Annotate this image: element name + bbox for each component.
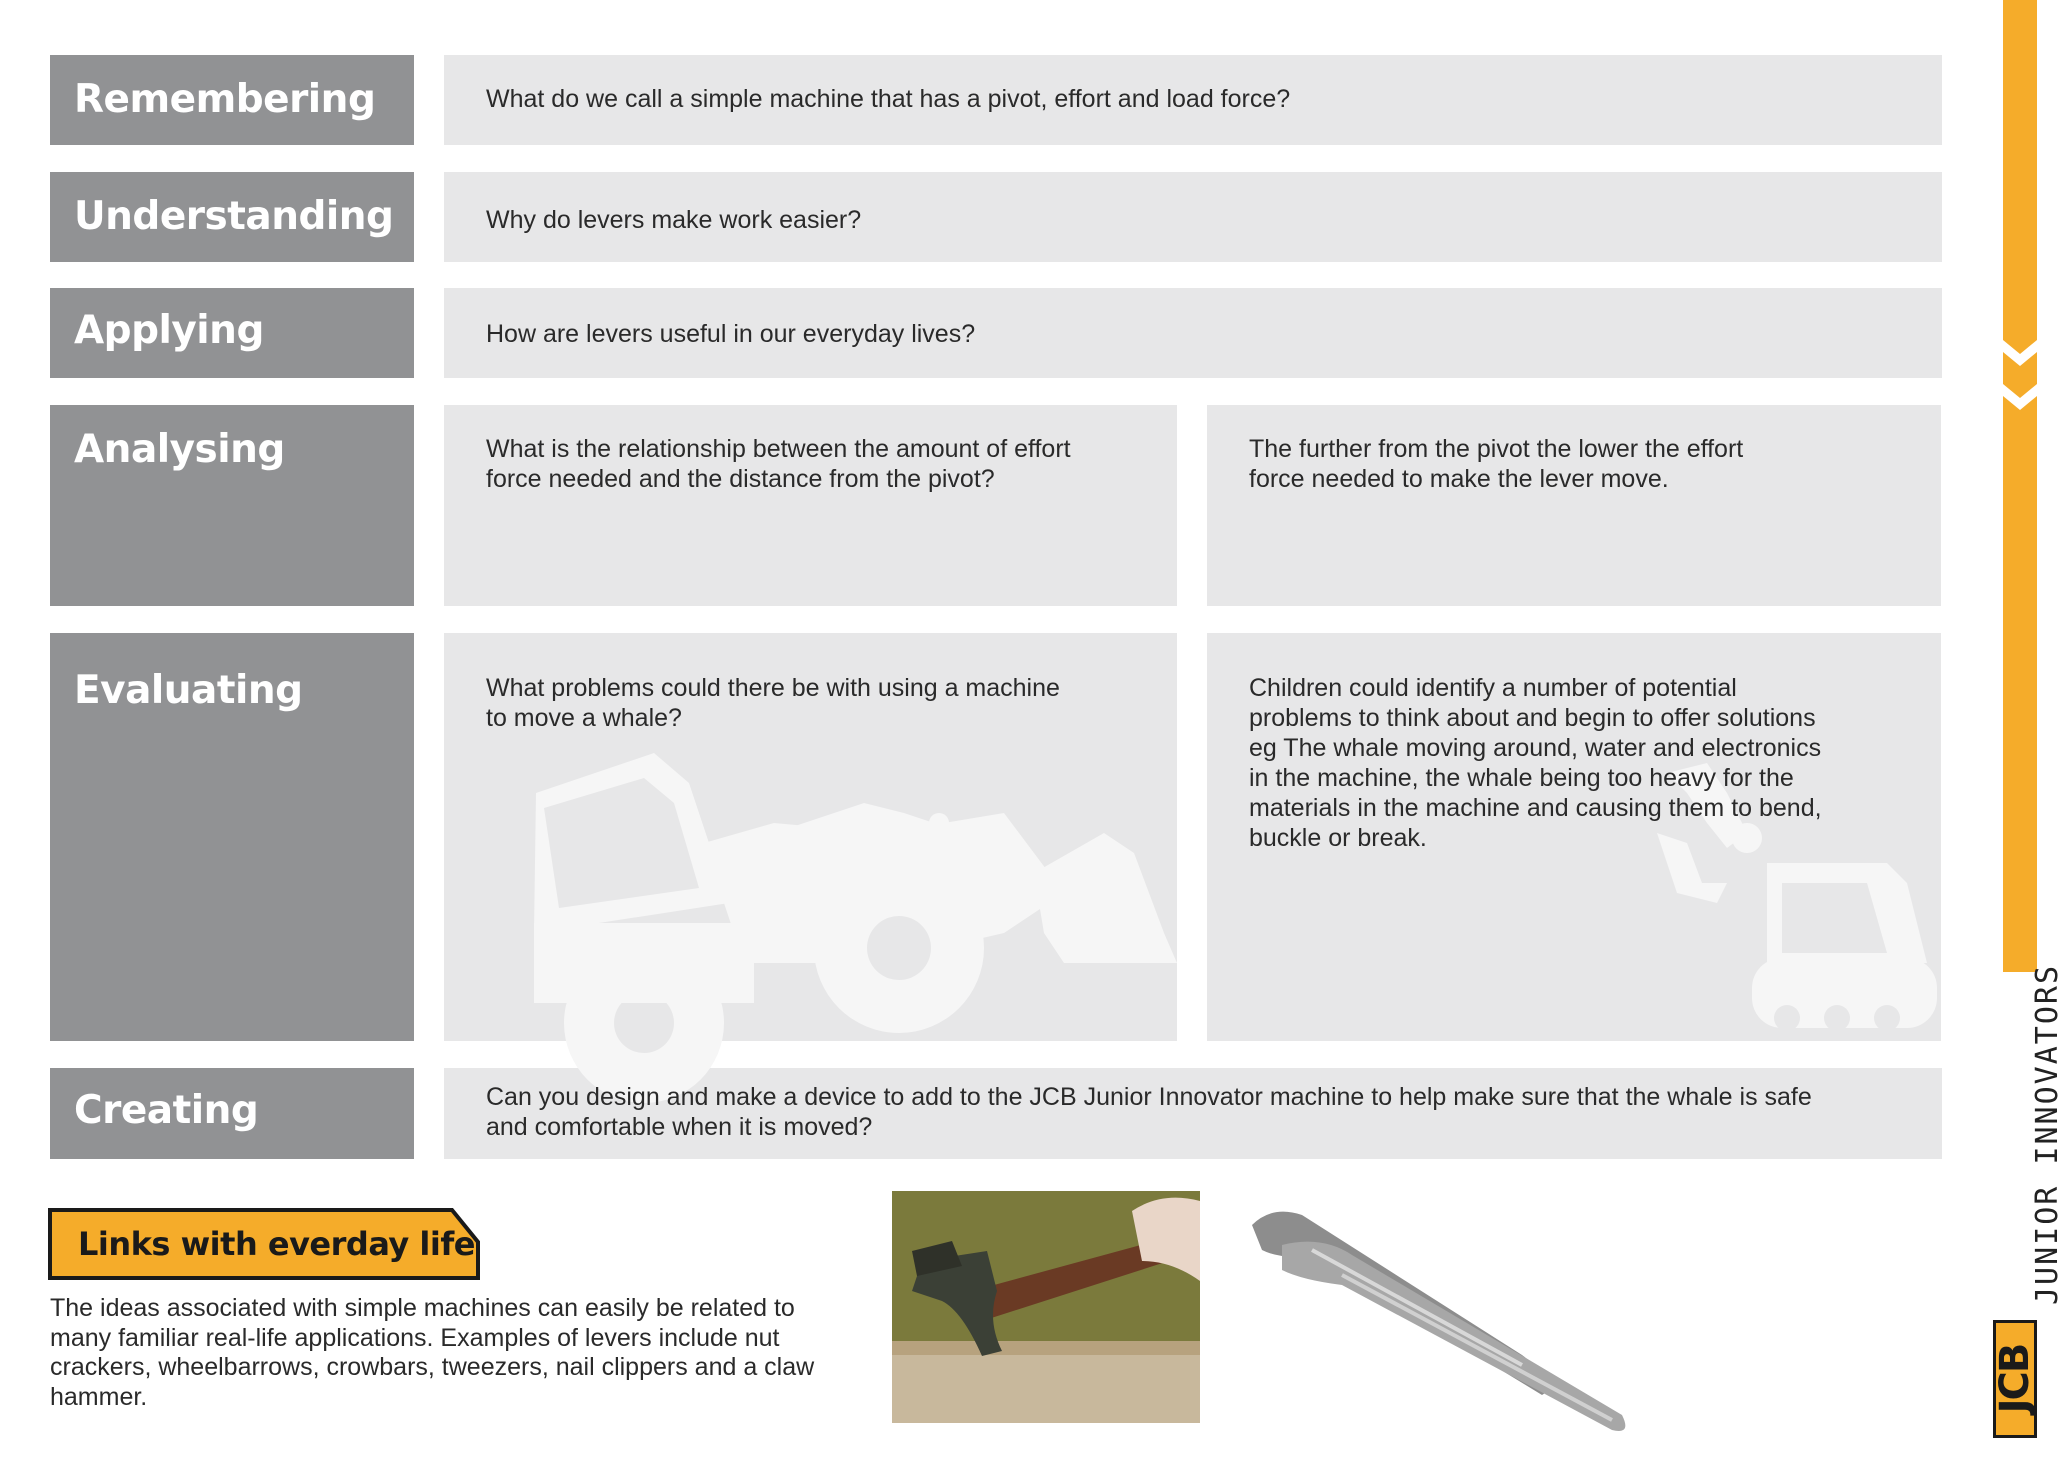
- label-understanding-text: Understanding: [74, 194, 394, 239]
- label-analysing-text: Analysing: [74, 427, 285, 472]
- question-applying: [444, 288, 1942, 378]
- label-remembering: [50, 55, 414, 145]
- question-analysing-text: What is the relationship between the amount of effort force needed and the distance from the pivot?: [486, 435, 1071, 493]
- question-creating-text: Can you design and make a device to add to the JCB Junior Innovator machine to help make sure that the whale is safe and comfortable when it is moved?: [486, 1083, 1812, 1141]
- claw-hammer-photo: [892, 1191, 1200, 1423]
- answer-evaluating: [1207, 633, 1941, 1041]
- jcb-logo-text: JCB: [1992, 1344, 2038, 1414]
- question-evaluating: [444, 633, 1177, 1041]
- answer-analysing-text: The further from the pivot the lower the effort force needed to make the lever move.: [1249, 435, 1744, 493]
- question-evaluating-text: What problems could there be with using a machine to move a whale?: [486, 674, 1060, 732]
- question-analysing: [444, 405, 1177, 606]
- label-evaluating: [50, 633, 414, 1041]
- jcb-logo: [1993, 1320, 2037, 1438]
- question-understanding: [444, 172, 1942, 262]
- sidebar-title: JUNIOR INNOVATORS: [2030, 963, 2065, 1305]
- answer-analysing: [1207, 405, 1941, 606]
- links-banner: [48, 1208, 480, 1280]
- chevron-icon: [2003, 340, 2037, 440]
- links-heading: Links with everday life: [78, 1225, 475, 1263]
- label-evaluating-text: Evaluating: [74, 668, 303, 713]
- label-creating: [50, 1068, 414, 1159]
- sidebar-stripe: [2003, 0, 2037, 972]
- label-understanding: [50, 172, 414, 262]
- question-applying-text: How are levers useful in our everyday lives?: [486, 320, 976, 348]
- label-applying: [50, 288, 414, 378]
- question-remembering: [444, 55, 1942, 145]
- label-creating-text: Creating: [74, 1088, 259, 1133]
- answer-evaluating-text: Children could identify a number of potential problems to think about and begin to offer solutions eg The whale moving around, water and electronics in the machine, the whale being too heavy for the materials in the machine and causing them to bend, buckle or break.: [1249, 674, 1822, 852]
- label-applying-text: Applying: [74, 308, 264, 353]
- nutcracker-photo: [1222, 1175, 1682, 1460]
- label-analysing: [50, 405, 414, 606]
- question-creating: [444, 1068, 1942, 1159]
- links-body: The ideas associated with simple machines can easily be related to many familiar real-life applications. Examples of levers include nut crackers, wheelbarrows, crowbars, tweezers, nail clippers and a claw hammer.: [50, 1294, 815, 1411]
- label-remembering-text: Remembering: [74, 77, 376, 122]
- question-remembering-text: What do we call a simple machine that has a pivot, effort and load force?: [486, 85, 1291, 113]
- question-understanding-text: Why do levers make work easier?: [486, 206, 862, 234]
